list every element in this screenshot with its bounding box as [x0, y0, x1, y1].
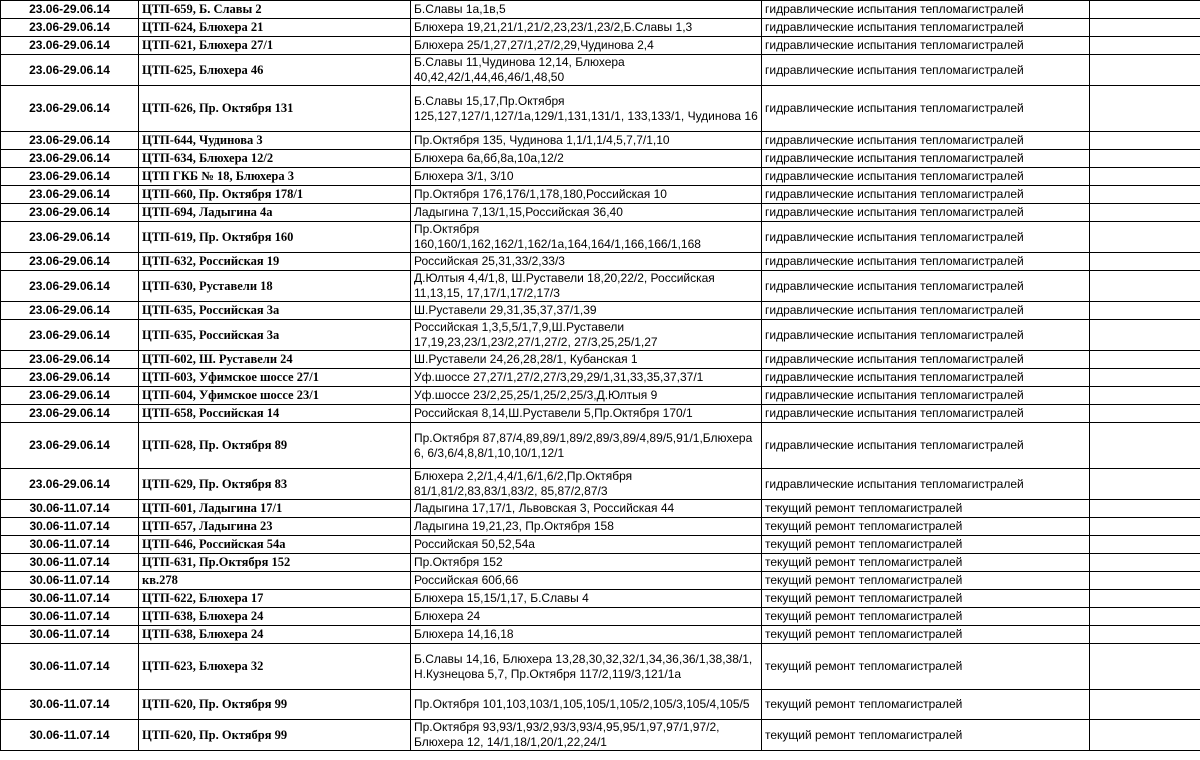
notes-cell [1090, 690, 1200, 720]
table-row [1, 518, 1200, 536]
work-type-cell: гидравлические испытания тепломагистралей [762, 302, 1090, 320]
period-cell: 30.06-11.07.14 [1, 690, 139, 720]
notes-cell [1090, 150, 1200, 168]
period-cell: 23.06-29.06.14 [1, 302, 139, 320]
station-cell: ЦТП-646, Российская 54а [139, 536, 411, 554]
addresses-cell: Д.Юлтыя 4,4/1,8, Ш.Руставели 18,20,22/2, Российская 11,13,15, 17,17/1,17/2,17/3 [411, 271, 762, 302]
addresses-cell: Б.Славы 1а,1в,5 [411, 1, 762, 19]
work-type-cell: гидравлические испытания тепломагистралей [762, 168, 1090, 186]
table-row [1, 19, 1200, 37]
work-type-cell: гидравлические испытания тепломагистралей [762, 469, 1090, 500]
addresses-cell: Блюхера 19,21,21/1,21/2,23,23/1,23/2,Б.Славы 1,3 [411, 19, 762, 37]
work-type-cell: текущий ремонт тепломагистралей [762, 518, 1090, 536]
period-cell: 30.06-11.07.14 [1, 500, 139, 518]
station-cell: ЦТП-620, Пр. Октября 99 [139, 690, 411, 720]
station-cell: ЦТП-619, Пр. Октября 160 [139, 222, 411, 253]
notes-cell [1090, 405, 1200, 423]
work-type-cell: текущий ремонт тепломагистралей [762, 720, 1090, 751]
station-cell: ЦТП-631, Пр.Октября 152 [139, 554, 411, 572]
addresses-cell: Б.Славы 15,17,Пр.Октября 125,127,127/1,127/1а,129/1,131,131/1, 133,133/1, Чудинова 16 [411, 86, 762, 132]
station-cell: ЦТП-632, Российская 19 [139, 253, 411, 271]
period-cell: 23.06-29.06.14 [1, 186, 139, 204]
station-cell: ЦТП-621, Блюхера 27/1 [139, 37, 411, 55]
table-row [1, 55, 1200, 86]
table-row [1, 132, 1200, 150]
addresses-cell: Российская 1,3,5,5/1,7,9,Ш.Руставели 17,19,23,23/1,23/2,27/1,27/2, 27/3,25,25/1,27 [411, 320, 762, 351]
notes-cell [1090, 608, 1200, 626]
station-cell: ЦТП-601, Ладыгина 17/1 [139, 500, 411, 518]
table-row [1, 626, 1200, 644]
period-cell: 23.06-29.06.14 [1, 1, 139, 19]
table-row [1, 720, 1200, 751]
period-cell: 23.06-29.06.14 [1, 204, 139, 222]
work-type-cell: гидравлические испытания тепломагистралей [762, 405, 1090, 423]
table-row [1, 150, 1200, 168]
station-cell: ЦТП-624, Блюхера 21 [139, 19, 411, 37]
table-row [1, 37, 1200, 55]
notes-cell [1090, 423, 1200, 469]
addresses-cell: Ш.Руставели 29,31,35,37,37/1,39 [411, 302, 762, 320]
table-row [1, 186, 1200, 204]
work-type-cell: текущий ремонт тепломагистралей [762, 608, 1090, 626]
addresses-cell: Блюхера 25/1,27,27/1,27/2,29,Чудинова 2,4 [411, 37, 762, 55]
table-row [1, 320, 1200, 351]
work-type-cell: текущий ремонт тепломагистралей [762, 644, 1090, 690]
addresses-cell: Ладыгина 7,13/1,15,Российская 36,40 [411, 204, 762, 222]
table-row [1, 204, 1200, 222]
period-cell: 30.06-11.07.14 [1, 572, 139, 590]
notes-cell [1090, 168, 1200, 186]
station-cell: ЦТП-657, Ладыгина 23 [139, 518, 411, 536]
station-cell: ЦТП ГКБ № 18, Блюхера 3 [139, 168, 411, 186]
addresses-cell: Пр.Октября 152 [411, 554, 762, 572]
addresses-cell: Уф.шоссе 27,27/1,27/2,27/3,29,29/1,31,33,35,37,37/1 [411, 369, 762, 387]
addresses-cell: Российская 8,14,Ш.Руставели 5,Пр.Октября 170/1 [411, 405, 762, 423]
notes-cell [1090, 500, 1200, 518]
period-cell: 30.06-11.07.14 [1, 720, 139, 751]
table-row [1, 86, 1200, 132]
work-type-cell: гидравлические испытания тепломагистралей [762, 1, 1090, 19]
table-row [1, 405, 1200, 423]
addresses-cell: Блюхера 3/1, 3/10 [411, 168, 762, 186]
notes-cell [1090, 572, 1200, 590]
addresses-cell: Блюхера 24 [411, 608, 762, 626]
addresses-cell: Ладыгина 19,21,23, Пр.Октября 158 [411, 518, 762, 536]
table-row [1, 271, 1200, 302]
addresses-cell: Блюхера 14,16,18 [411, 626, 762, 644]
notes-cell [1090, 55, 1200, 86]
work-type-cell: гидравлические испытания тепломагистралей [762, 37, 1090, 55]
notes-cell [1090, 554, 1200, 572]
notes-cell [1090, 351, 1200, 369]
station-cell: ЦТП-620, Пр. Октября 99 [139, 720, 411, 751]
period-cell: 30.06-11.07.14 [1, 536, 139, 554]
addresses-cell: Б.Славы 14,16, Блюхера 13,28,30,32,32/1,34,36,36/1,38,38/1, Н.Кузнецова 5,7, Пр.Октября 117/2,119/3,121/1а [411, 644, 762, 690]
work-type-cell: гидравлические испытания тепломагистралей [762, 253, 1090, 271]
station-cell: ЦТП-635, Российская 3а [139, 320, 411, 351]
station-cell: ЦТП-635, Российская 3а [139, 302, 411, 320]
period-cell: 30.06-11.07.14 [1, 518, 139, 536]
notes-cell [1090, 469, 1200, 500]
period-cell: 23.06-29.06.14 [1, 37, 139, 55]
station-cell: ЦТП-622, Блюхера 17 [139, 590, 411, 608]
addresses-cell: Ладыгина 17,17/1, Львовская 3, Российская 44 [411, 500, 762, 518]
work-type-cell: гидравлические испытания тепломагистралей [762, 423, 1090, 469]
station-cell: ЦТП-660, Пр. Октября 178/1 [139, 186, 411, 204]
table-row [1, 572, 1200, 590]
period-cell: 23.06-29.06.14 [1, 150, 139, 168]
period-cell: 23.06-29.06.14 [1, 132, 139, 150]
work-type-cell: гидравлические испытания тепломагистралей [762, 222, 1090, 253]
notes-cell [1090, 644, 1200, 690]
station-cell: кв.278 [139, 572, 411, 590]
addresses-cell: Пр.Октября 87,87/4,89,89/1,89/2,89/3,89/4,89/5,91/1,Блюхера 6, 6/3,6/4,8,8/1,10,10/1,12/1 [411, 423, 762, 469]
work-type-cell: гидравлические испытания тепломагистралей [762, 19, 1090, 37]
addresses-cell: Российская 60б,66 [411, 572, 762, 590]
notes-cell [1090, 222, 1200, 253]
notes-cell [1090, 37, 1200, 55]
table-row [1, 500, 1200, 518]
period-cell: 23.06-29.06.14 [1, 271, 139, 302]
addresses-cell: Пр.Октября 160,160/1,162,162/1,162/1а,164,164/1,166,166/1,168 [411, 222, 762, 253]
work-type-cell: текущий ремонт тепломагистралей [762, 572, 1090, 590]
station-cell: ЦТП-638, Блюхера 24 [139, 626, 411, 644]
period-cell: 30.06-11.07.14 [1, 608, 139, 626]
period-cell: 23.06-29.06.14 [1, 369, 139, 387]
notes-cell [1090, 387, 1200, 405]
work-type-cell: текущий ремонт тепломагистралей [762, 690, 1090, 720]
station-cell: ЦТП-634, Блюхера 12/2 [139, 150, 411, 168]
addresses-cell: Б.Славы 11,Чудинова 12,14, Блюхера 40,42,42/1,44,46,46/1,48,50 [411, 55, 762, 86]
work-type-cell: текущий ремонт тепломагистралей [762, 536, 1090, 554]
work-type-cell: гидравлические испытания тепломагистралей [762, 132, 1090, 150]
addresses-cell: Российская 25,31,33/2,33/3 [411, 253, 762, 271]
period-cell: 23.06-29.06.14 [1, 387, 139, 405]
addresses-cell: Российская 50,52,54а [411, 536, 762, 554]
addresses-cell: Ш.Руставели 24,26,28,28/1, Кубанская 1 [411, 351, 762, 369]
table-row [1, 536, 1200, 554]
notes-cell [1090, 302, 1200, 320]
table-row [1, 644, 1200, 690]
work-type-cell: гидравлические испытания тепломагистралей [762, 186, 1090, 204]
table-row [1, 253, 1200, 271]
station-cell: ЦТП-630, Руставели 18 [139, 271, 411, 302]
work-type-cell: гидравлические испытания тепломагистралей [762, 86, 1090, 132]
table-row [1, 690, 1200, 720]
work-type-cell: гидравлические испытания тепломагистралей [762, 271, 1090, 302]
table-row [1, 469, 1200, 500]
station-cell: ЦТП-625, Блюхера 46 [139, 55, 411, 86]
notes-cell [1090, 204, 1200, 222]
table-row [1, 554, 1200, 572]
notes-cell [1090, 271, 1200, 302]
period-cell: 23.06-29.06.14 [1, 55, 139, 86]
notes-cell [1090, 518, 1200, 536]
period-cell: 23.06-29.06.14 [1, 320, 139, 351]
work-type-cell: текущий ремонт тепломагистралей [762, 554, 1090, 572]
period-cell: 23.06-29.06.14 [1, 168, 139, 186]
period-cell: 30.06-11.07.14 [1, 626, 139, 644]
period-cell: 23.06-29.06.14 [1, 405, 139, 423]
period-cell: 23.06-29.06.14 [1, 469, 139, 500]
table-row [1, 222, 1200, 253]
notes-cell [1090, 19, 1200, 37]
period-cell: 23.06-29.06.14 [1, 351, 139, 369]
period-cell: 23.06-29.06.14 [1, 253, 139, 271]
notes-cell [1090, 1, 1200, 19]
work-type-cell: гидравлические испытания тепломагистралей [762, 204, 1090, 222]
period-cell: 30.06-11.07.14 [1, 644, 139, 690]
work-type-cell: гидравлические испытания тепломагистралей [762, 320, 1090, 351]
addresses-cell: Пр.Октября 93,93/1,93/2,93/3,93/4,95,95/1,97,97/1,97/2, Блюхера 12, 14/1,18/1,20/1,22,24/1 [411, 720, 762, 751]
notes-cell [1090, 369, 1200, 387]
notes-cell [1090, 720, 1200, 751]
schedule-body [1, 1, 1200, 751]
period-cell: 23.06-29.06.14 [1, 222, 139, 253]
addresses-cell: Пр.Октября 176,176/1,178,180,Российская 10 [411, 186, 762, 204]
addresses-cell: Блюхера 2,2/1,4,4/1,6/1,6/2,Пр.Октября 81/1,81/2,83,83/1,83/2, 85,87/2,87/3 [411, 469, 762, 500]
notes-cell [1090, 253, 1200, 271]
table-row [1, 423, 1200, 469]
addresses-cell: Пр.Октября 135, Чудинова 1,1/1,1/4,5,7,7/1,10 [411, 132, 762, 150]
table-row [1, 387, 1200, 405]
table-row [1, 168, 1200, 186]
notes-cell [1090, 86, 1200, 132]
addresses-cell: Пр.Октября 101,103,103/1,105,105/1,105/2,105/3,105/4,105/5 [411, 690, 762, 720]
addresses-cell: Блюхера 6а,6б,8а,10а,12/2 [411, 150, 762, 168]
station-cell: ЦТП-644, Чудинова 3 [139, 132, 411, 150]
notes-cell [1090, 626, 1200, 644]
notes-cell [1090, 320, 1200, 351]
station-cell: ЦТП-628, Пр. Октября 89 [139, 423, 411, 469]
addresses-cell: Блюхера 15,15/1,17, Б.Славы 4 [411, 590, 762, 608]
station-cell: ЦТП-603, Уфимское шоссе 27/1 [139, 369, 411, 387]
station-cell: ЦТП-602, Ш. Руставели 24 [139, 351, 411, 369]
notes-cell [1090, 590, 1200, 608]
station-cell: ЦТП-626, Пр. Октября 131 [139, 86, 411, 132]
station-cell: ЦТП-694, Ладыгина 4а [139, 204, 411, 222]
period-cell: 30.06-11.07.14 [1, 590, 139, 608]
table-row [1, 608, 1200, 626]
work-type-cell: текущий ремонт тепломагистралей [762, 626, 1090, 644]
station-cell: ЦТП-629, Пр. Октября 83 [139, 469, 411, 500]
work-type-cell: гидравлические испытания тепломагистралей [762, 351, 1090, 369]
table-row [1, 351, 1200, 369]
station-cell: ЦТП-623, Блюхера 32 [139, 644, 411, 690]
period-cell: 23.06-29.06.14 [1, 19, 139, 37]
work-type-cell: текущий ремонт тепломагистралей [762, 500, 1090, 518]
station-cell: ЦТП-659, Б. Славы 2 [139, 1, 411, 19]
table-row [1, 302, 1200, 320]
period-cell: 23.06-29.06.14 [1, 423, 139, 469]
work-type-cell: гидравлические испытания тепломагистралей [762, 369, 1090, 387]
station-cell: ЦТП-658, Российская 14 [139, 405, 411, 423]
table-row [1, 369, 1200, 387]
notes-cell [1090, 186, 1200, 204]
period-cell: 23.06-29.06.14 [1, 86, 139, 132]
notes-cell [1090, 536, 1200, 554]
work-type-cell: гидравлические испытания тепломагистралей [762, 55, 1090, 86]
addresses-cell: Уф.шоссе 23/2,25,25/1,25/2,25/3,Д.Юлтыя 9 [411, 387, 762, 405]
work-type-cell: текущий ремонт тепломагистралей [762, 590, 1090, 608]
table-row [1, 1, 1200, 19]
station-cell: ЦТП-638, Блюхера 24 [139, 608, 411, 626]
notes-cell [1090, 132, 1200, 150]
table-row [1, 590, 1200, 608]
station-cell: ЦТП-604, Уфимское шоссе 23/1 [139, 387, 411, 405]
work-type-cell: гидравлические испытания тепломагистралей [762, 150, 1090, 168]
work-type-cell: гидравлические испытания тепломагистралей [762, 387, 1090, 405]
period-cell: 30.06-11.07.14 [1, 554, 139, 572]
